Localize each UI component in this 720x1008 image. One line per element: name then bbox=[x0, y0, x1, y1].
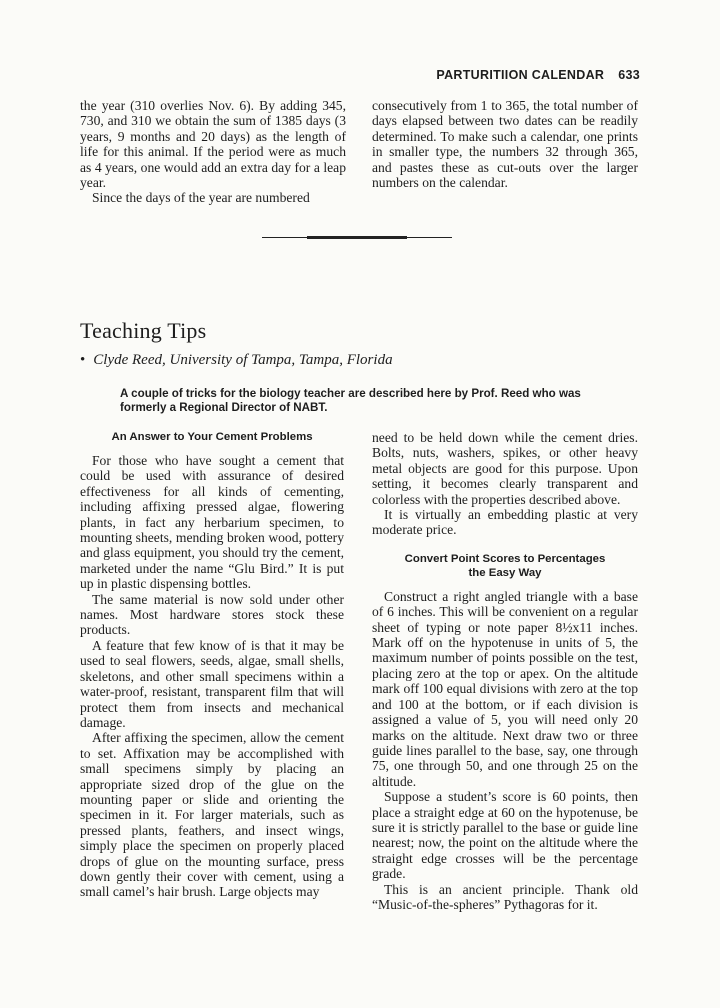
paragraph: It is virtually an embedding plastic at very moderate price. bbox=[372, 507, 638, 538]
paragraph: The same material is now sold under other names. Most hardware stores stock these products. bbox=[80, 591, 344, 638]
paragraph: Suppose a student’s score is 60 points, then place a straight edge at 60 on the hypotenuse, be sure it is strictly parallel to the base or guide line nearest; now, the point on the altitude where the straight edge crosses will be the percentage grade. bbox=[372, 789, 638, 882]
paragraph: need to be held down while the cement dries. Bolts, nuts, washers, spikes, or other heavy metal objects are good for this purpose. Upon setting, it becomes clearly transparent and colorless with the properties described above. bbox=[372, 430, 638, 507]
article-right-column bbox=[372, 430, 638, 912]
paragraph: Construct a right angled triangle with a base of 6 inches. This will be convenient on a regular sheet of typing or note paper 8½x11 inches. Mark off on the hypotenuse in units of 5, the maximum number of points possible on the test, placing zero at the top or apex. On the altitude mark off 100 equal divisions with zero at the top and 100 at the bottom, or if each division is assigned a value of 5, you will need only 20 marks on the altitude. Next draw two or three guide lines parallel to the base, say, one through 75, one through 50, and one through 25 on the altitude. bbox=[372, 588, 638, 789]
heading-line: the Easy Way bbox=[468, 566, 542, 579]
article-heading: An Answer to Your Cement Problems bbox=[111, 431, 313, 443]
continuation-left-column bbox=[80, 98, 346, 206]
paragraph: the year (310 overlies Nov. 6). By adding 345, 730, and 310 we obtain the sum of 1385 days (3 years, 9 months and 20 days) as the length of life for this animal. If the period were as much as 4 years, one would add an extra day for a leap year. bbox=[80, 98, 346, 191]
paragraph: For those who have sought a cement that could be used with assurance of desired effectiveness for all kinds of cementing, including affixing pressed algae, flowering plants, in fact any herbarium specimen, to mounting sheets, mending broken wood, pottery and glass equipment, you should try the cement, marketed under the name “Glu Bird.” It is put up in plastic dispensing bottles. bbox=[80, 453, 344, 592]
running-head-title: PARTURITIION CALENDAR bbox=[436, 68, 605, 82]
paragraph: This is an ancient principle. Thank old “Music-of-the-spheres” Pythagoras for it. bbox=[372, 881, 638, 912]
paragraph: A feature that few know of is that it may be used to seal flowers, seeds, algae, small shells, skeletons, and other small specimens within a water-proof, resistant, transparent film that will protect them from insects and mechanical damage. bbox=[80, 637, 344, 730]
byline-text: Clyde Reed, University of Tampa, Tampa, Florida bbox=[93, 352, 393, 368]
article-heading bbox=[372, 552, 638, 580]
abstract: A couple of tricks for the biology teacher are described here by Prof. Reed who was formerly a Regional Director of NABT. bbox=[120, 387, 581, 414]
bullet-icon: • bbox=[80, 352, 86, 368]
byline bbox=[80, 352, 393, 369]
paragraph: consecutively from 1 to 365, the total number of days elapsed between two dates can be readily determined. To make such a calendar, one prints in smaller type, the numbers 32 through 365, and pastes these as cut-outs over the larger numbers on the calendar. bbox=[372, 98, 638, 191]
continuation-right-column bbox=[372, 98, 638, 190]
running-head bbox=[436, 68, 640, 82]
page-number: 633 bbox=[618, 68, 640, 82]
section-divider bbox=[262, 237, 452, 238]
section-title: Teaching Tips bbox=[80, 318, 207, 343]
paragraph: Since the days of the year are numbered bbox=[92, 190, 310, 206]
heading-line: Convert Point Scores to Percentages bbox=[404, 552, 606, 565]
paragraph: After affixing the specimen, allow the cement to set. Affixation may be accomplished with small specimens simply by placing an appropriate sized drop of the glue on the mounting paper or slide and orienting the specimen in it. For larger materials, such as pressed plants, feathers, and insect wings, simply place the specimen on properly placed drops of glue on the mounting surface, press down gently their cover with cement, using a small camel’s hair brush. Large objects may bbox=[80, 730, 344, 900]
article-left-column bbox=[80, 430, 344, 900]
